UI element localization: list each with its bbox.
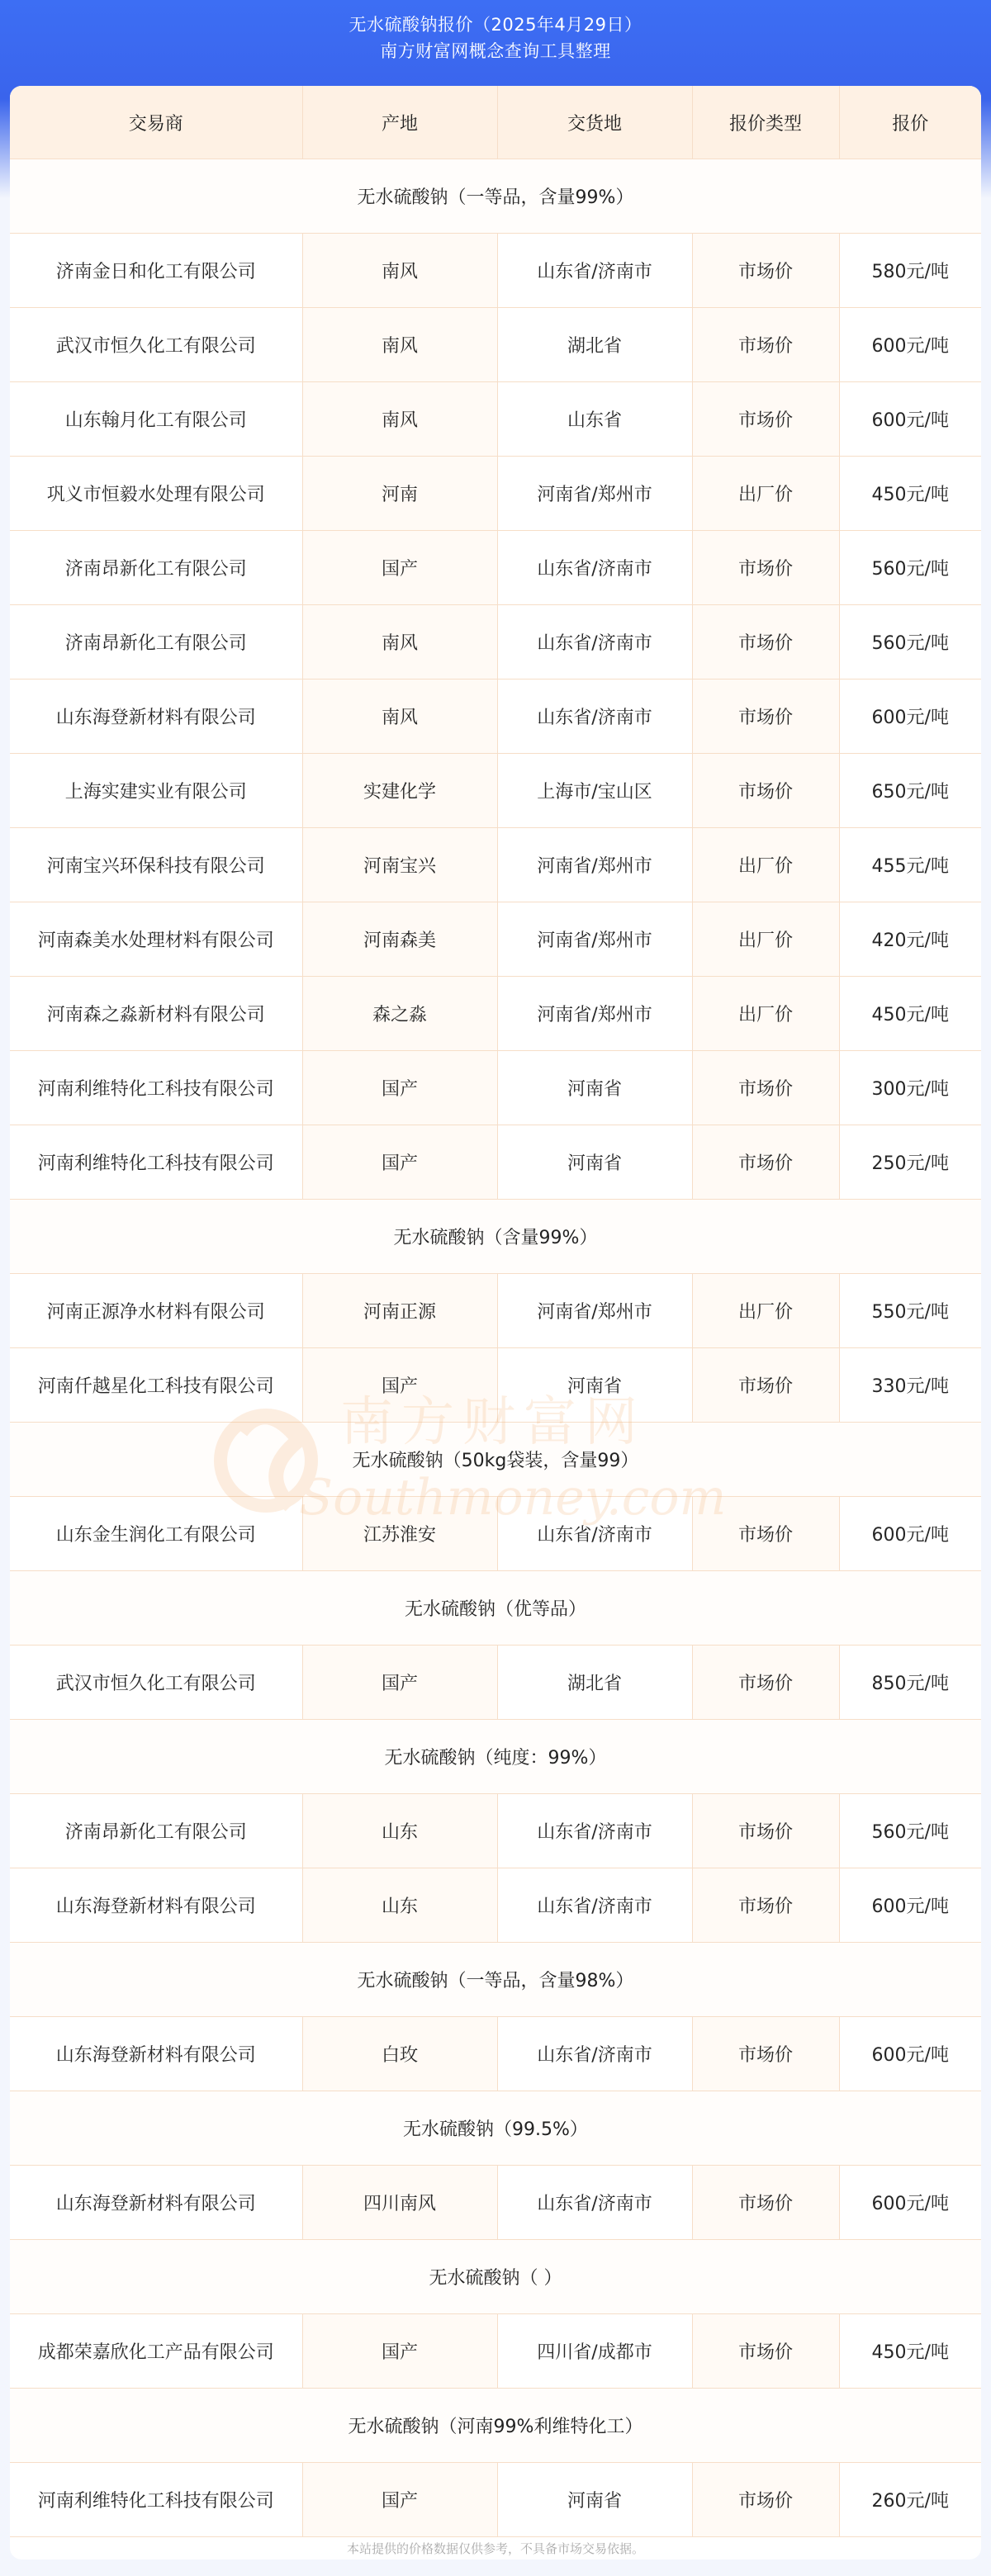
price-type-cell: 市场价: [692, 1497, 839, 1571]
dealer-cell: 河南森之淼新材料有限公司: [10, 977, 302, 1051]
table-row: [10, 1646, 981, 1720]
delivery-cell: 山东省/济南市: [497, 2017, 692, 2091]
column-header-origin: 产地: [302, 86, 497, 159]
table-row: [10, 605, 981, 680]
price-type-cell: 市场价: [692, 2166, 839, 2240]
table-row: [10, 382, 981, 457]
price-type-cell: 市场价: [692, 234, 839, 308]
dealer-cell: 济南昂新化工有限公司: [10, 531, 302, 605]
dealer-cell: 河南利维特化工科技有限公司: [10, 2463, 302, 2537]
table-row: [10, 977, 981, 1051]
group-header-row: [10, 1423, 981, 1497]
price-cell: 600元/吨: [839, 2166, 981, 2240]
price-table-card: [10, 86, 981, 2559]
delivery-cell: 山东省/济南市: [497, 1497, 692, 1571]
delivery-cell: 河南省/郑州市: [497, 902, 692, 977]
group-title: 无水硫酸钠（含量99%）: [10, 1200, 981, 1274]
origin-cell: 山东: [302, 1794, 497, 1868]
price-cell: 650元/吨: [839, 754, 981, 828]
group-title: 无水硫酸钠（一等品，含量99%）: [10, 159, 981, 234]
table-row: [10, 2463, 981, 2537]
price-cell: 250元/吨: [839, 1125, 981, 1200]
footer-disclaimer: 本站提供的价格数据仅供参考，不具备市场交易依据。: [346, 2541, 644, 2556]
column-header-delivery: 交货地: [497, 86, 692, 159]
table-row: [10, 2314, 981, 2389]
delivery-cell: 河南省/郑州市: [497, 457, 692, 531]
origin-cell: 南风: [302, 308, 497, 382]
dealer-cell: 上海实建实业有限公司: [10, 754, 302, 828]
group-header-row: [10, 2091, 981, 2166]
table-row: [10, 1125, 981, 1200]
delivery-cell: 河南省/郑州市: [497, 1274, 692, 1348]
dealer-cell: 河南利维特化工科技有限公司: [10, 1125, 302, 1200]
table-row: [10, 308, 981, 382]
price-table: [10, 86, 981, 2537]
price-type-cell: 市场价: [692, 1051, 839, 1125]
delivery-cell: 山东省/济南市: [497, 1868, 692, 1943]
dealer-cell: 济南金日和化工有限公司: [10, 234, 302, 308]
dealer-cell: 河南利维特化工科技有限公司: [10, 1051, 302, 1125]
origin-cell: 实建化学: [302, 754, 497, 828]
delivery-cell: 湖北省: [497, 308, 692, 382]
price-type-cell: 出厂价: [692, 902, 839, 977]
delivery-cell: 山东省/济南市: [497, 234, 692, 308]
price-cell: 420元/吨: [839, 902, 981, 977]
price-type-cell: 出厂价: [692, 977, 839, 1051]
price-type-cell: 市场价: [692, 754, 839, 828]
price-cell: 260元/吨: [839, 2463, 981, 2537]
price-cell: 550元/吨: [839, 1274, 981, 1348]
group-title: 无水硫酸钠（50kg袋装，含量99）: [10, 1423, 981, 1497]
group-header-row: [10, 1720, 981, 1794]
price-cell: 600元/吨: [839, 1868, 981, 1943]
price-cell: 450元/吨: [839, 977, 981, 1051]
table-row: [10, 2017, 981, 2091]
price-cell: 300元/吨: [839, 1051, 981, 1125]
price-type-cell: 市场价: [692, 605, 839, 680]
price-type-cell: 市场价: [692, 2017, 839, 2091]
origin-cell: 江苏淮安: [302, 1497, 497, 1571]
price-cell: 455元/吨: [839, 828, 981, 902]
dealer-cell: 河南森美水处理材料有限公司: [10, 902, 302, 977]
table-row: [10, 1497, 981, 1571]
table-row: [10, 902, 981, 977]
price-type-cell: 市场价: [692, 1646, 839, 1720]
dealer-cell: 济南昂新化工有限公司: [10, 1794, 302, 1868]
dealer-cell: 山东海登新材料有限公司: [10, 2166, 302, 2240]
table-header-row: [10, 86, 981, 159]
group-title: 无水硫酸钠（一等品，含量98%）: [10, 1943, 981, 2017]
origin-cell: 南风: [302, 382, 497, 457]
group-title: 无水硫酸钠（99.5%）: [10, 2091, 981, 2166]
dealer-cell: 山东翰月化工有限公司: [10, 382, 302, 457]
price-cell: 600元/吨: [839, 1497, 981, 1571]
delivery-cell: 四川省/成都市: [497, 2314, 692, 2389]
table-row: [10, 234, 981, 308]
price-type-cell: 出厂价: [692, 828, 839, 902]
origin-cell: 白玫: [302, 2017, 497, 2091]
origin-cell: 森之淼: [302, 977, 497, 1051]
table-row: [10, 2166, 981, 2240]
table-row: [10, 1868, 981, 1943]
price-cell: 560元/吨: [839, 605, 981, 680]
price-cell: 330元/吨: [839, 1348, 981, 1423]
origin-cell: 国产: [302, 1348, 497, 1423]
origin-cell: 河南宝兴: [302, 828, 497, 902]
price-cell: 850元/吨: [839, 1646, 981, 1720]
price-type-cell: 市场价: [692, 308, 839, 382]
origin-cell: 国产: [302, 2463, 497, 2537]
price-cell: 580元/吨: [839, 234, 981, 308]
dealer-cell: 武汉市恒久化工有限公司: [10, 1646, 302, 1720]
price-type-cell: 出厂价: [692, 457, 839, 531]
dealer-cell: 河南宝兴环保科技有限公司: [10, 828, 302, 902]
table-row: [10, 457, 981, 531]
delivery-cell: 河南省: [497, 2463, 692, 2537]
price-type-cell: 市场价: [692, 382, 839, 457]
group-header-row: [10, 2389, 981, 2463]
price-type-cell: 市场价: [692, 680, 839, 754]
price-type-cell: 市场价: [692, 531, 839, 605]
watermark-en-text: Southmoney.com: [299, 1469, 727, 1527]
page-title: 无水硫酸钠报价（2025年4月29日）: [349, 15, 642, 35]
watermark-cn-text: 南方财富网: [340, 1392, 646, 1453]
group-header-row: [10, 2240, 981, 2314]
delivery-cell: 河南省/郑州市: [497, 977, 692, 1051]
origin-cell: 国产: [302, 2314, 497, 2389]
dealer-cell: 山东金生润化工有限公司: [10, 1497, 302, 1571]
page-header: [0, 12, 991, 64]
delivery-cell: 河南省: [497, 1348, 692, 1423]
delivery-cell: 山东省/济南市: [497, 1794, 692, 1868]
price-cell: 560元/吨: [839, 1794, 981, 1868]
price-cell: 450元/吨: [839, 2314, 981, 2389]
table-row: [10, 680, 981, 754]
origin-cell: 国产: [302, 1051, 497, 1125]
group-title: 无水硫酸钠（ ）: [10, 2240, 981, 2314]
group-header-row: [10, 159, 981, 234]
delivery-cell: 山东省/济南市: [497, 2166, 692, 2240]
dealer-cell: 巩义市恒毅水处理有限公司: [10, 457, 302, 531]
origin-cell: 国产: [302, 531, 497, 605]
page-subtitle: 南方财富网概念查询工具整理: [380, 41, 611, 61]
delivery-cell: 上海市/宝山区: [497, 754, 692, 828]
origin-cell: 河南正源: [302, 1274, 497, 1348]
table-row: [10, 1348, 981, 1423]
price-cell: 600元/吨: [839, 308, 981, 382]
column-header-price: 报价: [839, 86, 981, 159]
origin-cell: 国产: [302, 1646, 497, 1720]
table-row: [10, 828, 981, 902]
group-title: 无水硫酸钠（纯度：99%）: [10, 1720, 981, 1794]
table-row: [10, 531, 981, 605]
delivery-cell: 河南省: [497, 1125, 692, 1200]
delivery-cell: 湖北省: [497, 1646, 692, 1720]
origin-cell: 南风: [302, 680, 497, 754]
delivery-cell: 山东省/济南市: [497, 531, 692, 605]
origin-cell: 山东: [302, 1868, 497, 1943]
price-cell: 600元/吨: [839, 382, 981, 457]
delivery-cell: 河南省: [497, 1051, 692, 1125]
origin-cell: 国产: [302, 1125, 497, 1200]
group-header-row: [10, 1943, 981, 2017]
origin-cell: 南风: [302, 234, 497, 308]
price-cell: 600元/吨: [839, 2017, 981, 2091]
price-type-cell: 市场价: [692, 1125, 839, 1200]
group-title: 无水硫酸钠（优等品）: [10, 1571, 981, 1646]
dealer-cell: 山东海登新材料有限公司: [10, 2017, 302, 2091]
price-type-cell: 市场价: [692, 2463, 839, 2537]
table-body: [10, 159, 981, 2537]
origin-cell: 河南森美: [302, 902, 497, 977]
price-type-cell: 市场价: [692, 2314, 839, 2389]
delivery-cell: 河南省/郑州市: [497, 828, 692, 902]
group-header-row: [10, 1200, 981, 1274]
price-type-cell: 市场价: [692, 1868, 839, 1943]
column-header-price-type: 报价类型: [692, 86, 839, 159]
price-cell: 560元/吨: [839, 531, 981, 605]
table-row: [10, 1274, 981, 1348]
price-cell: 600元/吨: [839, 680, 981, 754]
table-row: [10, 1051, 981, 1125]
delivery-cell: 山东省: [497, 382, 692, 457]
group-title: 无水硫酸钠（河南99%利维特化工）: [10, 2389, 981, 2463]
dealer-cell: 山东海登新材料有限公司: [10, 680, 302, 754]
table-row: [10, 1794, 981, 1868]
origin-cell: 四川南风: [302, 2166, 497, 2240]
dealer-cell: 成都荣嘉欣化工产品有限公司: [10, 2314, 302, 2389]
delivery-cell: 山东省/济南市: [497, 680, 692, 754]
dealer-cell: 武汉市恒久化工有限公司: [10, 308, 302, 382]
column-header-dealer: 交易商: [10, 86, 302, 159]
dealer-cell: 河南正源净水材料有限公司: [10, 1274, 302, 1348]
price-cell: 450元/吨: [839, 457, 981, 531]
origin-cell: 南风: [302, 605, 497, 680]
delivery-cell: 山东省/济南市: [497, 605, 692, 680]
price-type-cell: 市场价: [692, 1794, 839, 1868]
group-header-row: [10, 1571, 981, 1646]
dealer-cell: 济南昂新化工有限公司: [10, 605, 302, 680]
origin-cell: 河南: [302, 457, 497, 531]
price-type-cell: 出厂价: [692, 1274, 839, 1348]
dealer-cell: 河南仟越星化工科技有限公司: [10, 1348, 302, 1423]
dealer-cell: 山东海登新材料有限公司: [10, 1868, 302, 1943]
table-row: [10, 754, 981, 828]
price-type-cell: 市场价: [692, 1348, 839, 1423]
